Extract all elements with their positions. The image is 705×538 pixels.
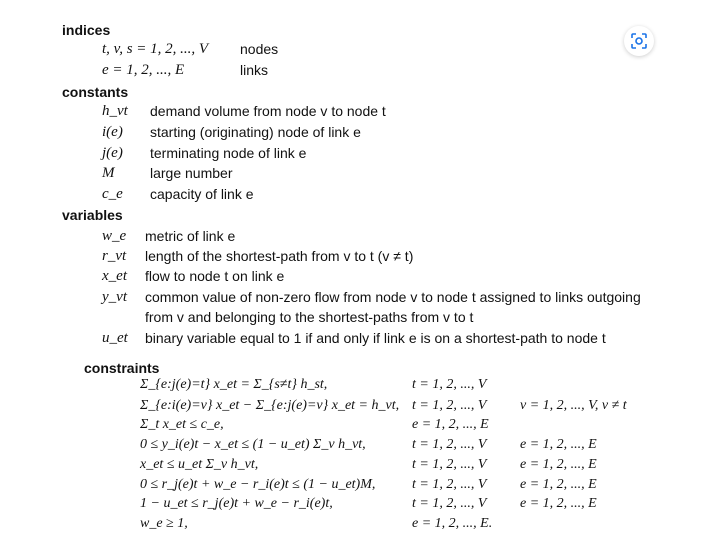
visual-search-button[interactable] bbox=[624, 26, 654, 56]
constraint-domain-2: v = 1, 2, ..., V, v ≠ t bbox=[520, 398, 627, 413]
constraint-expression: 0 ≤ r_j(e)t + w_e − r_i(e)t ≤ (1 − u_et)M, bbox=[140, 477, 376, 492]
variable-desc: flow to node t on link e bbox=[145, 268, 285, 284]
index-desc-nodes: nodes bbox=[240, 41, 279, 57]
constraint-domain-2: e = 1, 2, ..., E bbox=[520, 437, 597, 452]
constraint-domain: t = 1, 2, ..., V bbox=[412, 477, 487, 492]
constraint-domain: t = 1, 2, ..., V bbox=[412, 457, 487, 472]
visual-search-icon bbox=[630, 32, 648, 50]
constraint-expression: 1 − u_et ≤ r_j(e)t + w_e − r_i(e)t, bbox=[140, 496, 333, 511]
section-heading-constants: constants bbox=[62, 84, 129, 100]
index-symbol-links: e = 1, 2, ..., E bbox=[102, 62, 185, 78]
constraint-domain: t = 1, 2, ..., V bbox=[412, 398, 487, 413]
index-desc-links: links bbox=[240, 62, 269, 78]
constraint-domain: e = 1, 2, ..., E. bbox=[412, 516, 493, 531]
constant-desc: capacity of link e bbox=[150, 186, 254, 202]
constraint-domain-2: e = 1, 2, ..., E bbox=[520, 496, 597, 511]
constant-symbol: j(e) bbox=[102, 145, 123, 161]
index-symbol-nodes: t, v, s = 1, 2, ..., V bbox=[102, 41, 209, 57]
constant-desc: terminating node of link e bbox=[150, 145, 307, 161]
constraint-domain: e = 1, 2, ..., E bbox=[412, 417, 489, 432]
variable-desc: metric of link e bbox=[145, 228, 236, 244]
constraint-domain: t = 1, 2, ..., V bbox=[412, 377, 487, 392]
variable-desc: length of the shortest-path from v to t (v ≠ t) bbox=[145, 248, 414, 264]
constant-symbol: c_e bbox=[102, 186, 123, 202]
constant-desc: starting (originating) node of link e bbox=[150, 124, 361, 140]
constraint-domain-2: e = 1, 2, ..., E bbox=[520, 457, 597, 472]
constraint-expression: 0 ≤ y_i(e)t − x_et ≤ (1 − u_et) Σ_v h_vt, bbox=[140, 437, 366, 452]
constraint-expression: Σ_{e:j(e)=t} x_et = Σ_{s≠t} h_st, bbox=[140, 377, 328, 392]
variable-symbol: x_et bbox=[102, 268, 127, 284]
constraint-expression: w_e ≥ 1, bbox=[140, 516, 188, 531]
constraint-domain: t = 1, 2, ..., V bbox=[412, 496, 487, 511]
section-heading-variables: variables bbox=[62, 207, 123, 223]
constraint-domain: t = 1, 2, ..., V bbox=[412, 437, 487, 452]
variable-desc: common value of non-zero flow from node v to node t assigned to links outgoing bbox=[145, 289, 641, 305]
variable-desc-continued: from v and belonging to the shortest-paths from v to t bbox=[145, 309, 474, 325]
constant-desc: large number bbox=[150, 165, 233, 181]
variable-desc: binary variable equal to 1 if and only if link e is on a shortest-path to node t bbox=[145, 330, 606, 346]
variable-symbol: r_vt bbox=[102, 248, 127, 264]
constraint-domain-2: e = 1, 2, ..., E bbox=[520, 477, 597, 492]
variable-symbol: u_et bbox=[102, 330, 128, 346]
constraint-expression: Σ_t x_et ≤ c_e, bbox=[140, 417, 224, 432]
constant-desc: demand volume from node v to node t bbox=[150, 103, 386, 119]
section-heading-indices: indices bbox=[62, 22, 111, 38]
constraint-expression: x_et ≤ u_et Σ_v h_vt, bbox=[140, 457, 259, 472]
constant-symbol: i(e) bbox=[102, 124, 123, 140]
constraint-expression: Σ_{e:i(e)=v} x_et − Σ_{e:j(e)=v} x_et = h_vt, bbox=[140, 398, 400, 413]
variable-symbol: y_vt bbox=[102, 289, 127, 305]
variable-symbol: w_e bbox=[102, 228, 127, 244]
constant-symbol: h_vt bbox=[102, 103, 128, 119]
constant-symbol: M bbox=[102, 165, 115, 181]
section-heading-constraints: constraints bbox=[84, 360, 160, 376]
